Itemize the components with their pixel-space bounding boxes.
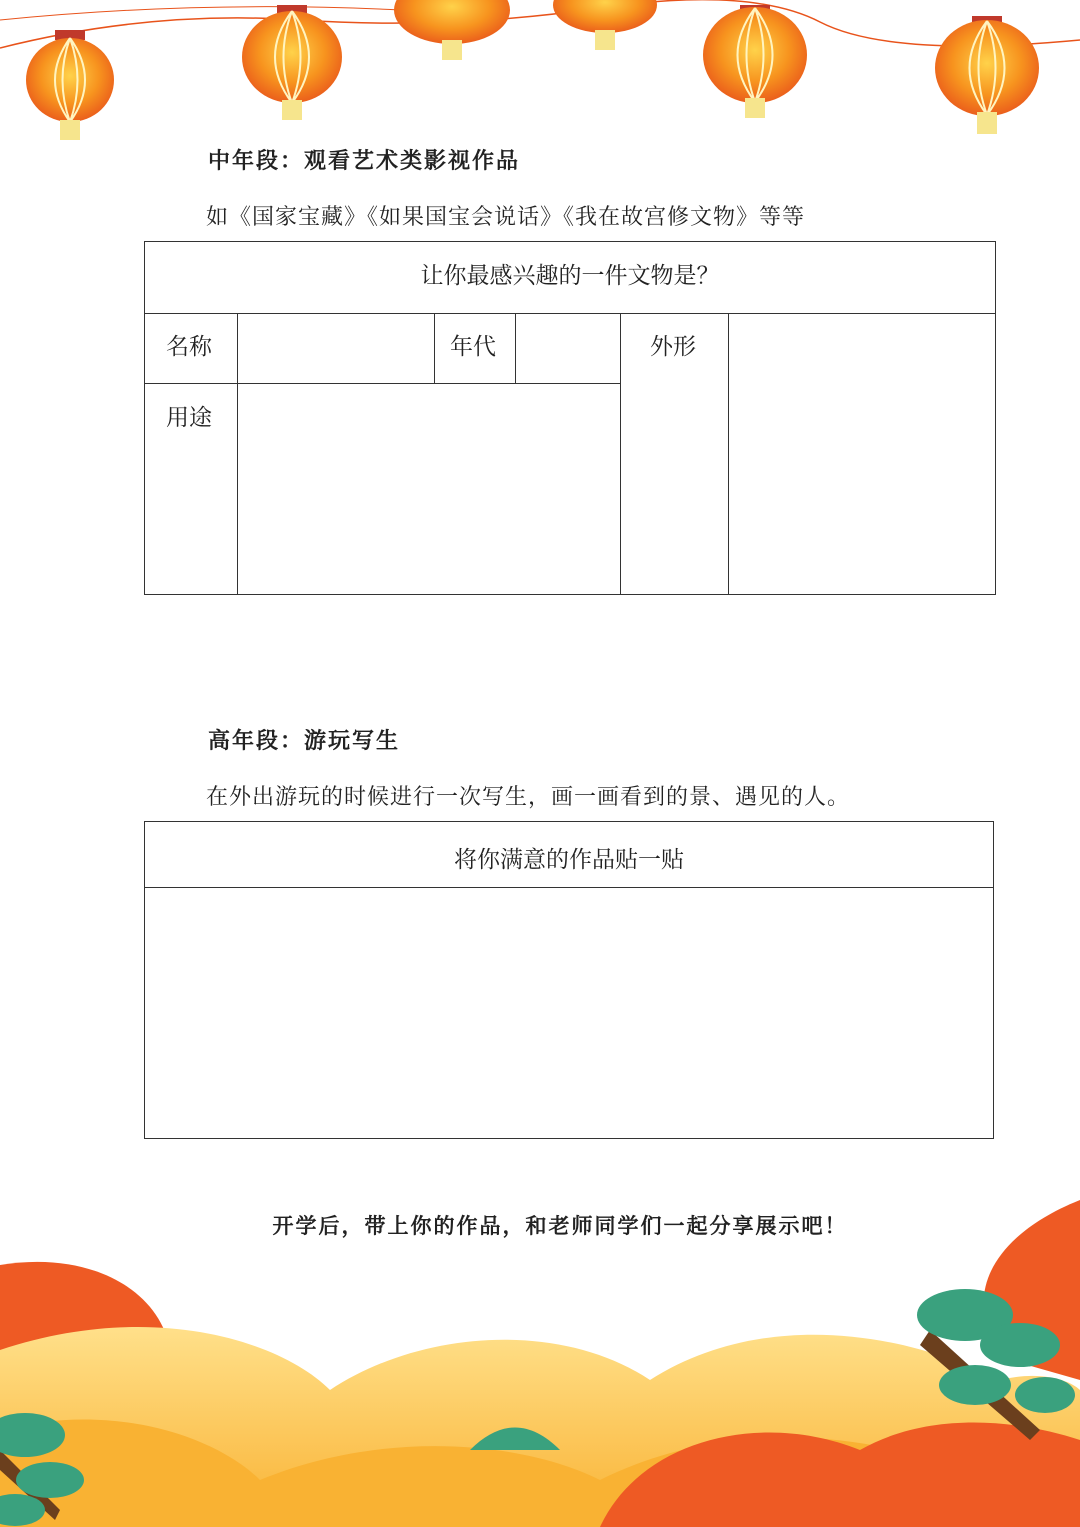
lantern-icon bbox=[553, 0, 657, 50]
middle-grade-heading: 中年段：观看艺术类影视作品 bbox=[208, 148, 521, 174]
lantern-icon bbox=[394, 0, 510, 60]
label-name: 名称 bbox=[166, 334, 212, 360]
shape-field[interactable] bbox=[729, 318, 994, 590]
label-use: 用途 bbox=[166, 405, 212, 431]
artifact-table-title: 让你最感兴趣的一件文物是？ bbox=[420, 263, 720, 289]
upper-grade-heading: 高年段：游玩写生 bbox=[208, 728, 401, 754]
use-field[interactable] bbox=[238, 388, 619, 590]
label-shape: 外形 bbox=[650, 334, 696, 360]
lantern-icon bbox=[935, 16, 1039, 134]
label-era: 年代 bbox=[450, 334, 496, 360]
upper-grade-instruction: 在外出游玩的时候进行一次写生，画一画看到的景、遇见的人。 bbox=[206, 785, 851, 810]
artwork-table-title: 将你满意的作品贴一贴 bbox=[454, 847, 684, 873]
middle-grade-examples: 如《国家宝藏》《如果国宝会说话》《我在故宫修文物》等等 bbox=[206, 205, 806, 230]
closing-message: 开学后，带上你的作品，和老师同学们一起分享展示吧！ bbox=[272, 1213, 848, 1238]
artwork-paste-area[interactable] bbox=[146, 890, 992, 1136]
name-field[interactable] bbox=[238, 318, 433, 380]
lantern-decoration bbox=[0, 0, 1080, 150]
lantern-icon bbox=[26, 30, 114, 140]
lantern-icon bbox=[703, 5, 807, 118]
era-field[interactable] bbox=[516, 318, 619, 380]
